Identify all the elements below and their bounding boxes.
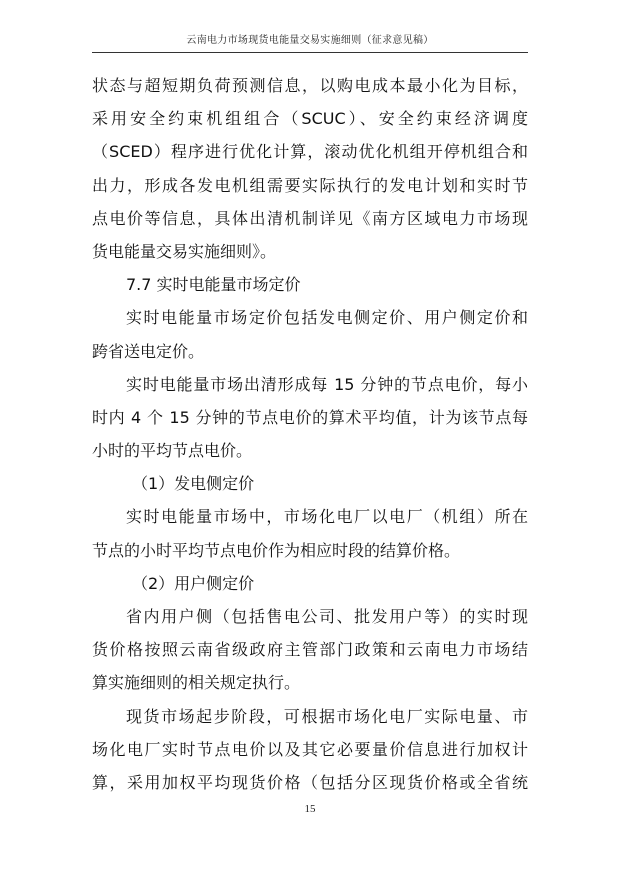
paragraph-3-line: 小时的平均节点电价。 [92, 441, 253, 461]
paragraph-1-line: 状态与超短期负荷预测信息，以购电成本最小化为目标， [92, 76, 528, 95]
paragraph-4-line: 实时电能量市场中，市场化电厂以电厂（机组）所在 [126, 507, 528, 527]
subsection-heading-user: （2）用户侧定价 [132, 573, 255, 593]
body-text [92, 69, 528, 799]
paragraph-6-line: 场化电厂实时节点电价以及其它必要量价信息进行加权计 [92, 739, 528, 759]
header-rule [92, 52, 528, 53]
paragraph-4-line: 节点的小时平均节点电价作为相应时段的结算价格。 [92, 540, 461, 560]
paragraph-2-line: 实时电能量市场定价包括发电侧定价、用户侧定价和 [126, 308, 528, 328]
paragraph-2-line: 跨省送电定价。 [92, 341, 205, 361]
paragraph-5-line: 算实施细则的相关规定执行。 [92, 673, 301, 693]
paragraph-1-line: 采用安全约束机组组合（SCUC）、安全约束经济调度 [92, 109, 528, 129]
running-header: 云南电力市场现货电能量交易实施细则（征求意见稿） [186, 35, 434, 46]
paragraph-5-line: 货价格按照云南省级政府主管部门政策和云南电力市场结 [92, 640, 528, 660]
section-heading: 7.7 实时电能量市场定价 [126, 275, 301, 295]
paragraph-1-line: 点电价等信息，具体出清机制详见《南方区域电力市场现 [92, 208, 528, 228]
subsection-heading-generation: （1）发电侧定价 [132, 474, 255, 494]
paragraph-1-line: 出力，形成各发电机组需要实际执行的发电计划和实时节 [92, 175, 528, 195]
page-number: 15 [304, 803, 316, 815]
paragraph-5-line: 省内用户侧（包括售电公司、批发用户等）的实时现 [126, 607, 528, 626]
paragraph-6-line: 现货市场起步阶段，可根据市场化电厂实际电量、市 [126, 706, 528, 726]
paragraph-3-line: 时内 4 个 15 分钟的节点电价的算术平均值，计为该节点每 [92, 407, 528, 427]
paragraph-1-line: （SCED）程序进行优化计算，滚动优化机组开停机组合和 [92, 142, 528, 162]
paragraph-6-line: 算，采用加权平均现货价格（包括分区现货价格或全省统 [92, 772, 528, 792]
paragraph-1-line: 货电能量交易实施细则》。 [92, 241, 277, 261]
paragraph-3-line: 实时电能量市场出清形成每 15 分钟的节点电价，每小 [126, 374, 528, 394]
